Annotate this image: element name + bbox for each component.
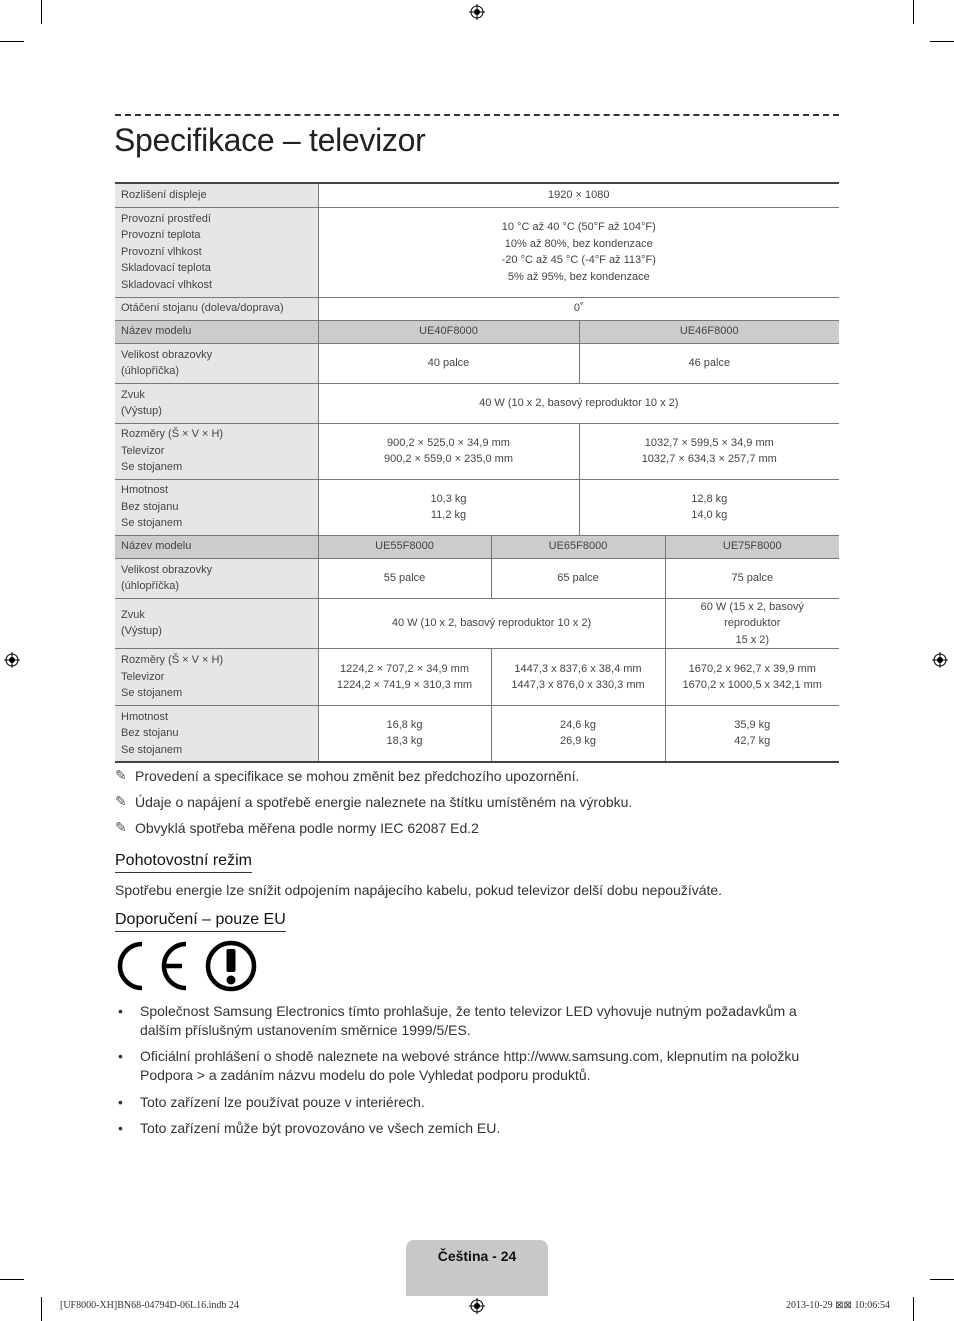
crop-mark (930, 1279, 954, 1280)
row-label: Velikost obrazovky (úhlopříčka) (115, 343, 318, 383)
table-row (115, 183, 839, 207)
table-row (115, 320, 839, 343)
cell-value: 40 W (10 x 2, basový reproduktor 10 x 2) (318, 598, 665, 649)
registration-mark-icon (469, 4, 485, 20)
title-dashed-rule (115, 114, 839, 116)
bullet-icon: • (118, 1120, 123, 1136)
table-row (115, 423, 839, 479)
note-text: Obvyklá spotřeba měřena podle normy IEC 62087 Ed.2 (135, 819, 479, 836)
page-number-tab: Čeština - 24 (406, 1240, 548, 1296)
cell-value: 35,9 kg 42,7 kg (665, 706, 839, 762)
cell-value: 0˚ (318, 297, 839, 320)
cell-value: 1670,2 x 962,7 x 39,9 mm 1670,2 x 1000,5 x 342,1 mm (665, 649, 839, 706)
row-label: Provozní prostředí Provozní teplota Provozní vlhkost Skladovací teplota Skladovací vlhkost (115, 207, 318, 297)
cell-value: 10,3 kg 11,2 kg (318, 479, 579, 535)
bullet-icon: • (118, 1048, 123, 1064)
cell-value: 1224,2 × 707,2 × 34,9 mm 1224,2 × 741,9 × 310,3 mm (318, 649, 491, 706)
list-item: • Společnost Samsung Electronics tímto prohlašuje, že tento televizor LED vyhovuje nutným požadavkům a dalším příslušným ustanovením směrnice 1999/5/ES. (115, 1002, 835, 1040)
cell-value: 75 palce (665, 558, 839, 598)
cell-value: 1920 × 1080 (318, 183, 839, 207)
date-slug: 2013-10-29 ⊠⊠ 10:06:54 (786, 1300, 890, 1311)
standby-heading: Pohotovostní režim (115, 852, 252, 873)
row-label: Otáčení stojanu (doleva/doprava) (115, 297, 318, 320)
row-label: Velikost obrazovky (úhlopříčka) (115, 558, 318, 598)
row-label: Zvuk (Výstup) (115, 598, 318, 649)
table-row (115, 598, 839, 649)
file-slug: [UF8000-XH]BN68-04794D-06L16.indb 24 (60, 1300, 239, 1311)
ce-alert-logo-icon (114, 940, 260, 992)
row-label: Hmotnost Bez stojanu Se stojanem (115, 479, 318, 535)
cell-value: 24,6 kg 26,9 kg (491, 706, 665, 762)
table-row (115, 479, 839, 535)
model-name: UE40F8000 (318, 320, 579, 343)
cell-value: 1447,3 x 837,6 x 38,4 mm 1447,3 x 876,0 x 330,3 mm (491, 649, 665, 706)
note-text: Údaje o napájení a spotřebě energie naleznete na štítku umístěném na výrobku. (135, 793, 633, 810)
cell-value: 16,8 kg 18,3 kg (318, 706, 491, 762)
cell-value: 46 palce (579, 343, 839, 383)
list-item: • Toto zařízení lze používat pouze v interiérech. (115, 1093, 835, 1112)
list-item: • Toto zařízení může být provozováno ve všech zemích EU. (115, 1119, 835, 1138)
cell-value: 40 palce (318, 343, 579, 383)
cell-value: 10 °C až 40 °C (50°F až 104°F) 10% až 80%, bez kondenzace -20 °C až 45 °C (-4°F až 113°F) 5% až 95%, bez kondenzace (318, 207, 839, 297)
model-name: UE55F8000 (318, 535, 491, 558)
cell-value: 900,2 × 525,0 × 34,9 mm 900,2 × 559,0 × 235,0 mm (318, 423, 579, 479)
note-text: Provedení a specifikace se mohou změnit bez předchozího upozornění. (135, 767, 580, 784)
table-row (115, 383, 839, 423)
cell-value: 60 W (15 x 2, basový reproduktor 15 x 2) (665, 598, 839, 649)
spec-table (115, 182, 839, 763)
eu-heading: Doporučení – pouze EU (115, 911, 286, 932)
crop-mark (913, 0, 914, 24)
row-label: Rozměry (Š × V × H) Televizor Se stojanem (115, 423, 318, 479)
crop-mark (41, 1297, 42, 1321)
crop-mark (41, 0, 42, 24)
pencil-icon: ✎ (115, 767, 127, 783)
cell-value: 65 palce (491, 558, 665, 598)
note-item (115, 767, 579, 784)
cell-value: 55 palce (318, 558, 491, 598)
crop-mark (0, 41, 24, 42)
registration-mark-icon (932, 652, 948, 668)
row-label: Hmotnost Bez stojanu Se stojanem (115, 706, 318, 762)
crop-mark (930, 41, 954, 42)
registration-mark-icon (469, 1298, 485, 1314)
cell-value: 12,8 kg 14,0 kg (579, 479, 839, 535)
page-title: Specifikace – televizor (114, 122, 426, 158)
cell-value: 40 W (10 x 2, basový reproduktor 10 x 2) (318, 383, 839, 423)
standby-text: Spotřebu energie lze snížit odpojením napájecího kabelu, pokud televizor delší dobu nepoužíváte. (115, 882, 723, 898)
row-label: Zvuk (Výstup) (115, 383, 318, 423)
pencil-icon: ✎ (115, 819, 127, 835)
row-label: Název modelu (115, 320, 318, 343)
table-row (115, 535, 839, 558)
model-name: UE46F8000 (579, 320, 839, 343)
bullet-icon: • (118, 1003, 123, 1019)
model-name: UE75F8000 (665, 535, 839, 558)
table-row (115, 649, 839, 706)
pencil-icon: ✎ (115, 793, 127, 809)
note-item (115, 793, 632, 810)
list-item: • Oficiální prohlášení o shodě naleznete na webové stránce http://www.samsung.com, klepnutím na položku Podpora > a zadáním názvu modelu do pole Vyhledat podporu produktů. (115, 1047, 835, 1085)
registration-mark-icon (4, 652, 20, 668)
cell-value: 1032,7 × 599,5 × 34,9 mm 1032,7 × 634,3 × 257,7 mm (579, 423, 839, 479)
crop-mark (913, 1297, 914, 1321)
table-row (115, 558, 839, 598)
row-label: Rozlišení displeje (115, 183, 318, 207)
model-name: UE65F8000 (491, 535, 665, 558)
note-item (115, 819, 479, 836)
table-row (115, 706, 839, 762)
table-row (115, 207, 839, 297)
row-label: Rozměry (Š × V × H) Televizor Se stojanem (115, 649, 318, 706)
row-label: Název modelu (115, 535, 318, 558)
bullet-icon: • (118, 1094, 123, 1110)
crop-mark (0, 1279, 24, 1280)
table-row (115, 297, 839, 320)
table-row (115, 343, 839, 383)
